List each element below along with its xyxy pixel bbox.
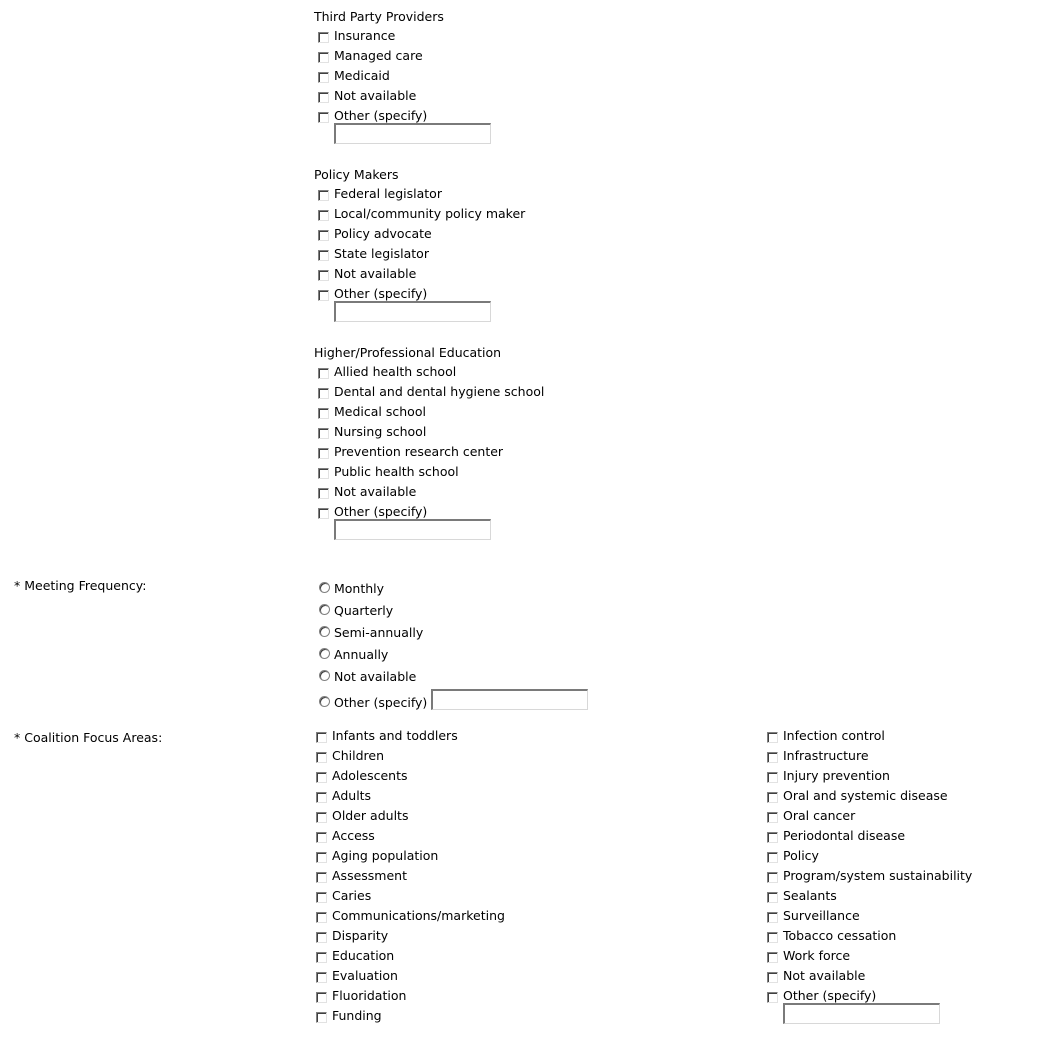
meeting-frequency-other-input[interactable] (431, 689, 588, 710)
focus-area-option-label: Oral cancer (783, 808, 856, 823)
focus-areas-other-input[interactable] (783, 1003, 940, 1024)
meeting-frequency-radio-monthly[interactable] (319, 582, 330, 593)
higher-education-checkbox-public-health-school[interactable] (318, 468, 329, 479)
policy-makers-option-label: Other (specify) (334, 286, 428, 301)
focus-area-checkbox-other-specify[interactable] (767, 992, 778, 1003)
meeting-frequency-radio-quarterly[interactable] (319, 604, 330, 615)
third-party-checkbox-other-specify[interactable] (318, 112, 329, 123)
focus-area-checkbox-not-available[interactable] (767, 972, 778, 983)
higher-education-option-label: Dental and dental hygiene school (334, 384, 545, 399)
third-party-option-label: Other (specify) (334, 108, 428, 123)
focus-area-option-label: Adolescents (332, 768, 408, 783)
meeting-frequency-option-label: Other (specify) (334, 695, 428, 710)
focus-area-option-label: Work force (783, 948, 851, 963)
focus-area-checkbox-oral-cancer[interactable] (767, 812, 778, 823)
focus-area-option-label: Periodontal disease (783, 828, 906, 843)
focus-area-option-label: Access (332, 828, 375, 843)
focus-area-option-label: Communications/marketing (332, 908, 505, 923)
focus-area-option-label: Adults (332, 788, 372, 803)
focus-area-option-label: Evaluation (332, 968, 398, 983)
focus-area-checkbox-education[interactable] (316, 952, 327, 963)
focus-area-option-label: Funding (332, 1008, 382, 1023)
meeting-frequency-radio-annually[interactable] (319, 648, 330, 659)
higher-education-checkbox-prevention-research-center[interactable] (318, 448, 329, 459)
higher-education-heading: Higher/Professional Education (314, 345, 502, 360)
focus-area-checkbox-fluoridation[interactable] (316, 992, 327, 1003)
meeting-frequency-option-label: Annually (334, 647, 389, 662)
third-party-option-label: Managed care (334, 48, 423, 63)
focus-area-checkbox-surveillance[interactable] (767, 912, 778, 923)
focus-area-option-label: Caries (332, 888, 372, 903)
focus-area-checkbox-access[interactable] (316, 832, 327, 843)
third-party-option-label: Medicaid (334, 68, 390, 83)
higher-education-option-label: Nursing school (334, 424, 427, 439)
focus-area-checkbox-older-adults[interactable] (316, 812, 327, 823)
higher-education-option-label: Not available (334, 484, 417, 499)
higher-education-option-label: Prevention research center (334, 444, 504, 459)
policy-makers-heading: Policy Makers (314, 167, 399, 182)
policy-makers-option-label: Local/community policy maker (334, 206, 526, 221)
policy-makers-option-label: Policy advocate (334, 226, 432, 241)
focus-area-checkbox-infants-and-toddlers[interactable] (316, 732, 327, 743)
third-party-checkbox-medicaid[interactable] (318, 72, 329, 83)
higher-education-checkbox-other-specify[interactable] (318, 508, 329, 519)
focus-area-checkbox-tobacco-cessation[interactable] (767, 932, 778, 943)
focus-area-checkbox-communications-marketing[interactable] (316, 912, 327, 923)
higher-education-option-label: Other (specify) (334, 504, 428, 519)
third-party-checkbox-managed-care[interactable] (318, 52, 329, 63)
focus-area-checkbox-adults[interactable] (316, 792, 327, 803)
higher-education-checkbox-nursing-school[interactable] (318, 428, 329, 439)
focus-area-checkbox-assessment[interactable] (316, 872, 327, 883)
focus-area-option-label: Infants and toddlers (332, 728, 458, 743)
policy-makers-checkbox-local-community-policy-maker[interactable] (318, 210, 329, 221)
focus-area-option-label: Older adults (332, 808, 409, 823)
higher-education-checkbox-allied-health-school[interactable] (318, 368, 329, 379)
focus-area-option-label: Infrastructure (783, 748, 869, 763)
focus-area-checkbox-policy[interactable] (767, 852, 778, 863)
policy-makers-option-label: Not available (334, 266, 417, 281)
focus-area-checkbox-disparity[interactable] (316, 932, 327, 943)
focus-area-checkbox-work-force[interactable] (767, 952, 778, 963)
meeting-frequency-label: * Meeting Frequency: (14, 578, 147, 593)
focus-area-checkbox-children[interactable] (316, 752, 327, 763)
focus-area-option-label: Injury prevention (783, 768, 890, 783)
policy-makers-option-label: State legislator (334, 246, 429, 261)
policy-makers-other-input[interactable] (334, 301, 491, 322)
third-party-checkbox-not-available[interactable] (318, 92, 329, 103)
focus-area-checkbox-aging-population[interactable] (316, 852, 327, 863)
higher-education-other-input[interactable] (334, 519, 491, 540)
higher-education-option-label: Medical school (334, 404, 426, 419)
focus-area-option-label: Tobacco cessation (783, 928, 897, 943)
meeting-frequency-option-label: Quarterly (334, 603, 394, 618)
meeting-frequency-radio-not-available[interactable] (319, 670, 330, 681)
focus-area-option-label: Program/system sustainability (783, 868, 973, 883)
focus-area-checkbox-sealants[interactable] (767, 892, 778, 903)
focus-area-checkbox-program-system-sustainability[interactable] (767, 872, 778, 883)
focus-area-option-label: Education (332, 948, 395, 963)
focus-area-option-label: Children (332, 748, 385, 763)
policy-makers-checkbox-other-specify[interactable] (318, 290, 329, 301)
focus-area-checkbox-injury-prevention[interactable] (767, 772, 778, 783)
focus-area-checkbox-caries[interactable] (316, 892, 327, 903)
meeting-frequency-option-label: Monthly (334, 581, 385, 596)
policy-makers-checkbox-not-available[interactable] (318, 270, 329, 281)
meeting-frequency-option-label: Not available (334, 669, 417, 684)
meeting-frequency-option-label: Semi-annually (334, 625, 424, 640)
focus-area-option-label: Fluoridation (332, 988, 407, 1003)
higher-education-checkbox-not-available[interactable] (318, 488, 329, 499)
focus-area-checkbox-infection-control[interactable] (767, 732, 778, 743)
higher-education-option-label: Public health school (334, 464, 459, 479)
higher-education-checkbox-medical-school[interactable] (318, 408, 329, 419)
focus-area-option-label: Assessment (332, 868, 407, 883)
higher-education-option-label: Allied health school (334, 364, 457, 379)
focus-area-option-label: Surveillance (783, 908, 860, 923)
policy-makers-option-label: Federal legislator (334, 186, 442, 201)
focus-area-option-label: Aging population (332, 848, 439, 863)
focus-area-checkbox-infrastructure[interactable] (767, 752, 778, 763)
third-party-checkbox-insurance[interactable] (318, 32, 329, 43)
focus-area-checkbox-funding[interactable] (316, 1012, 327, 1023)
third-party-option-label: Insurance (334, 28, 396, 43)
focus-area-option-label: Policy (783, 848, 819, 863)
focus-area-option-label: Not available (783, 968, 866, 983)
third-party-providers-heading: Third Party Providers (314, 9, 444, 24)
focus-area-option-label: Oral and systemic disease (783, 788, 948, 803)
focus-area-option-label: Disparity (332, 928, 389, 943)
focus-area-option-label: Infection control (783, 728, 885, 743)
policy-makers-checkbox-policy-advocate[interactable] (318, 230, 329, 241)
coalition-focus-areas-label: * Coalition Focus Areas: (14, 730, 163, 745)
meeting-frequency-radio-other-specify[interactable] (319, 696, 330, 707)
policy-makers-checkbox-state-legislator[interactable] (318, 250, 329, 261)
focus-area-checkbox-adolescents[interactable] (316, 772, 327, 783)
higher-education-checkbox-dental-and-dental-hygiene-school[interactable] (318, 388, 329, 399)
focus-area-checkbox-oral-and-systemic-disease[interactable] (767, 792, 778, 803)
third-party-option-label: Not available (334, 88, 417, 103)
third-party-other-input[interactable] (334, 123, 491, 144)
policy-makers-checkbox-federal-legislator[interactable] (318, 190, 329, 201)
focus-area-option-label: Other (specify) (783, 988, 877, 1003)
focus-area-checkbox-periodontal-disease[interactable] (767, 832, 778, 843)
meeting-frequency-radio-semi-annually[interactable] (319, 626, 330, 637)
focus-area-checkbox-evaluation[interactable] (316, 972, 327, 983)
focus-area-option-label: Sealants (783, 888, 837, 903)
